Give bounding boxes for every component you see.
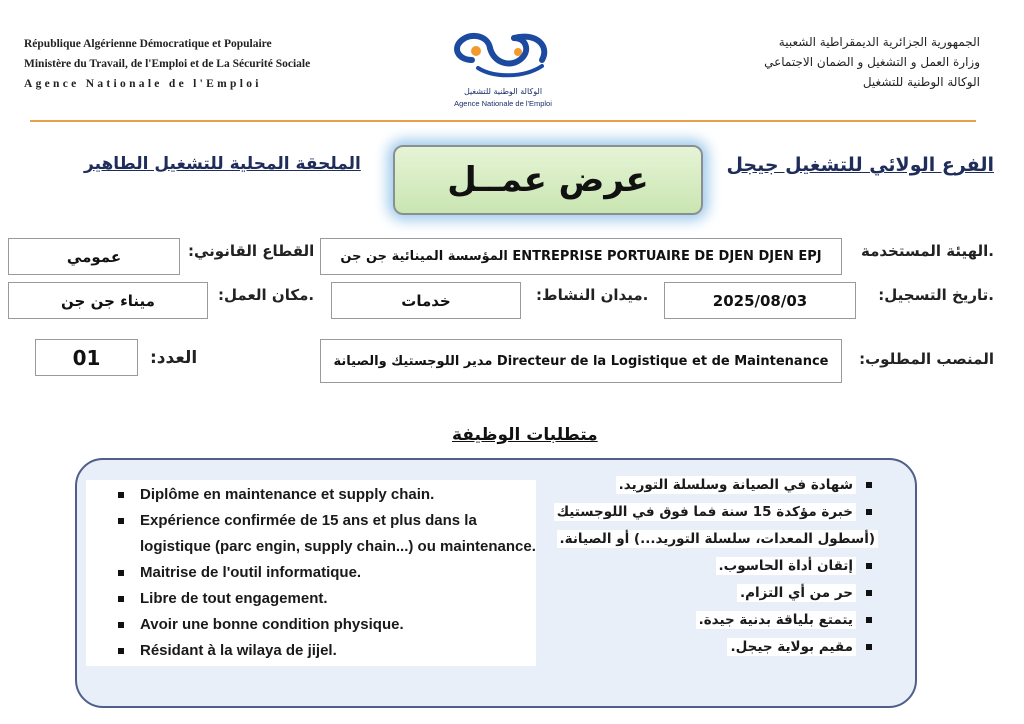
header-divider [30,120,976,122]
workplace-value: ميناء جن جن [61,291,155,310]
sector-field [8,238,180,275]
list-item [536,474,878,496]
agency-name-ar: الوكالة الوطنية للتشغيل [862,75,980,89]
registration-date-field [664,282,856,319]
list-item [536,636,878,658]
list-item-text: خبرة مؤكدة 15 سنة فما فوق في اللوجستيك [554,503,856,521]
anem-logo-icon [438,30,568,86]
requirements-title: متطلبات الوظيفة [452,425,598,445]
list-item-text: (أسطول المعدات، سلسلة التوريد...) أو الصيانة. [557,530,878,548]
list-item-text: حر من أي التزام. [737,584,856,602]
page-title: عرض عمــل [447,160,649,200]
activity-label: .ميدان النشاط: [536,286,649,304]
employer-value: المؤسسة المينائية جن جن ENTREPRISE PORTUAIRE DE DJEN DJEN EPJ [340,249,822,264]
header-arabic [764,32,980,92]
requirements-list-fr [86,480,536,666]
sector-value: عمومي [66,247,122,266]
list-item-text: شهادة في الصيانة وسلسلة التوريد. [616,476,856,494]
employer-field [320,238,842,275]
employer-label: .الهيئة المستخدمة [860,242,994,260]
agency-name-fr: Agence Nationale de l'Emploi [24,78,262,90]
list-item: Libre de tout engagement. [86,586,536,612]
position-label: المنصب المطلوب: [859,350,994,368]
republic-name-fr: République Algérienne Démocratique et Populaire [24,38,272,50]
list-item-continuation [536,528,878,550]
activity-field [331,282,521,319]
ministry-name-ar: وزارة العمل و التشغيل و الضمان الاجتماعي [764,55,980,69]
activity-value: خدمات [401,291,451,310]
count-value: 01 [72,345,101,370]
position-value: مدير اللوجستيك والصيانة Directeur de la Logistique et de Maintenance [333,353,829,369]
list-item: Expérience confirmée de 15 ans et plus dans la logistique (parc engin, supply chain...) ou maintenance. [86,508,536,560]
count-label: العدد: [150,348,198,368]
ministry-name-fr: Ministère du Travail, de l'Emploi et de La Sécurité Sociale [24,58,311,70]
republic-name-ar: الجمهورية الجزائرية الديمقراطية الشعبية [778,35,980,49]
list-item-text: إتقان أداة الحاسوب. [716,557,857,575]
list-item [536,582,878,604]
registration-date-label: .تاريخ التسجيل: [878,286,994,304]
workplace-label: .مكان العمل: [218,286,315,304]
title-box [393,145,703,215]
list-item: Résidant à la wilaya de jijel. [86,638,536,664]
list-item [536,501,878,523]
logo-text-ar: الوكالة الوطنية للتشغيل [463,87,543,96]
list-item: Avoir une bonne condition physique. [86,612,536,638]
list-item: Diplôme en maintenance et supply chain. [86,482,536,508]
list-item: Maitrise de l'outil informatique. [86,560,536,586]
wilaya-branch-label: الفرع الولائي للتشغيل جيجل [726,154,994,176]
count-field [35,339,138,376]
registration-date-value: 2025/08/03 [712,291,808,310]
position-field [320,339,842,383]
logo-text-fr: Agence Nationale de l'Emploi [454,99,552,108]
list-item [536,609,878,631]
sector-label: القطاع القانوني: [188,242,315,260]
requirements-list-ar [536,474,878,663]
list-item-text: يتمتع بلياقة بدنية جيدة. [696,611,856,629]
workplace-field [8,282,208,319]
header-french [24,34,310,94]
anem-logo [438,30,568,112]
list-item [536,555,878,577]
list-item-text: مقيم بولاية جيجل. [727,638,856,656]
local-annex-label: الملحقة المحلية للتشغيل الطاهير [84,154,361,174]
